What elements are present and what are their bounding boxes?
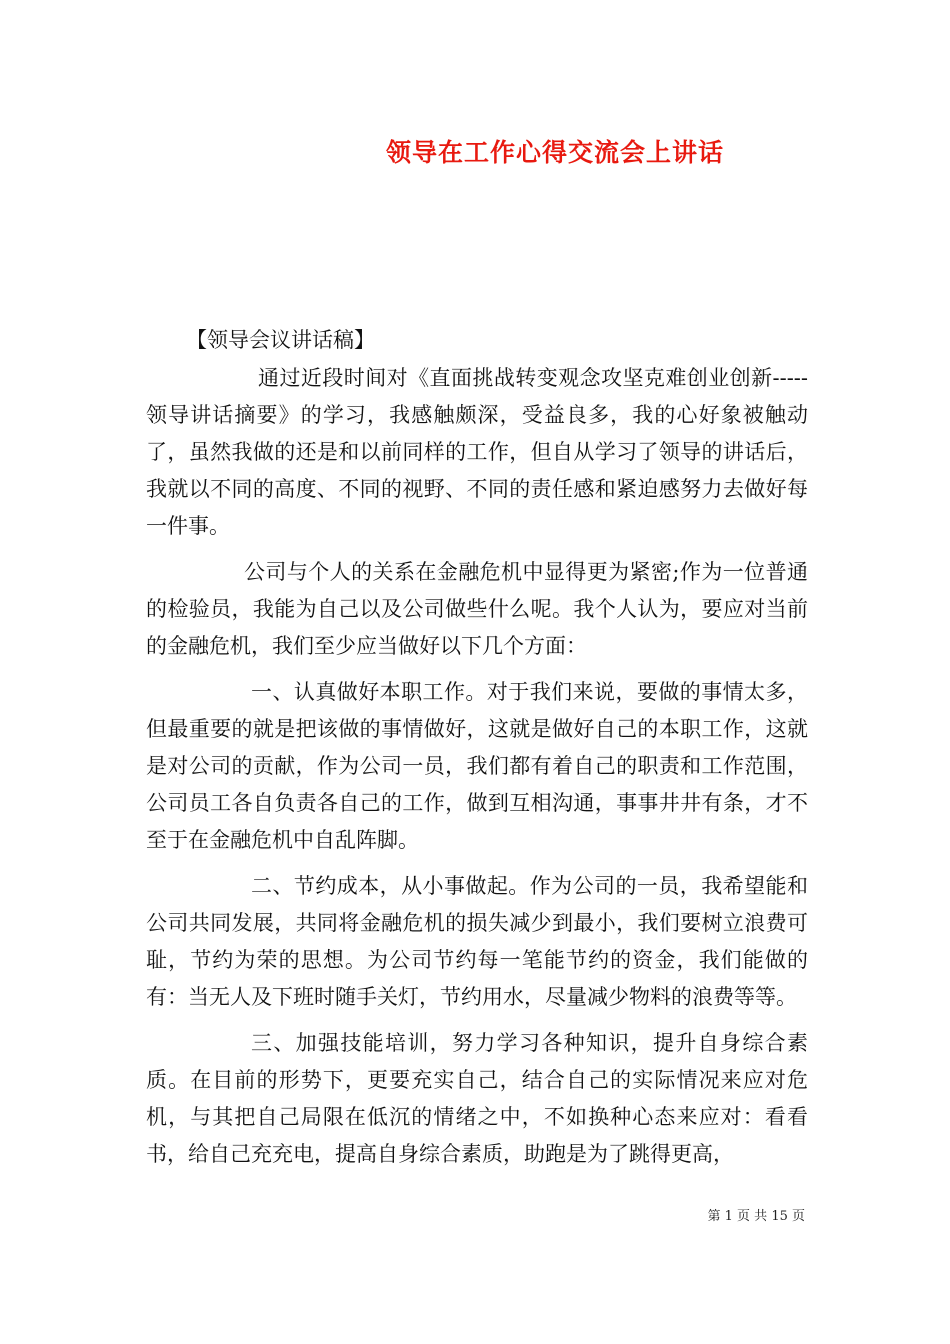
document-body [146, 322, 808, 1182]
paragraph-point-three: 三、加强技能培训，努力学习各种知识，提升自身综合素质。在目前的形势下，更要充实自己，结合自己的实际情况来应对危机，与其把自己局限在低沉的情绪之中，不如换种心态来应对：看看书，给自己充充电，提高自身综合素质，助跑是为了跳得更高， [146, 1031, 808, 1166]
paragraph-point-one: 一、认真做好本职工作。对于我们来说，要做的事情太多，但最重要的就是把该做的事情做好，这就是做好自己的本职工作，这就是对公司的贡献，作为公司一员，我们都有着自己的职责和工作范围，公司员工各自负责各自己的工作，做到互相沟通，事事井井有条，才不至于在金融危机中自乱阵脚。 [146, 680, 808, 852]
paragraph-relationship: 公司与个人的关系在金融危机中显得更为紧密;作为一位普通的检验员，我能为自己以及公司做些什么呢。我个人认为，要应对当前的金融危机，我们至少应当做好以下几个方面： [146, 560, 808, 658]
section-label: 【领导会议讲话稿】 [186, 328, 375, 352]
page-number-footer: 第 1 页 共 15 页 [707, 1209, 805, 1224]
paragraph-intro: 通过近段时间对《直面挑战转变观念攻坚克难创业创新-----领导讲话摘要》的学习，我感触颇深，受益良多，我的心好象被触动了，虽然我做的还是和以前同样的工作，但自从学习了领导的讲话后，我就以不同的高度、不同的视野、不同的责任感和紧迫感努力去做好每一件事。 [146, 366, 808, 538]
document-title: 领导在工作心得交流会上讲话 [385, 138, 724, 167]
paragraph-point-two: 二、节约成本，从小事做起。作为公司的一员，我希望能和公司共同发展，共同将金融危机的损失减少到最小，我们要树立浪费可耻，节约为荣的思想。为公司节约每一笔能节约的资金，我们能做的有：当无人及下班时随手关灯，节约用水，尽量减少物料的浪费等等。 [146, 874, 808, 1009]
